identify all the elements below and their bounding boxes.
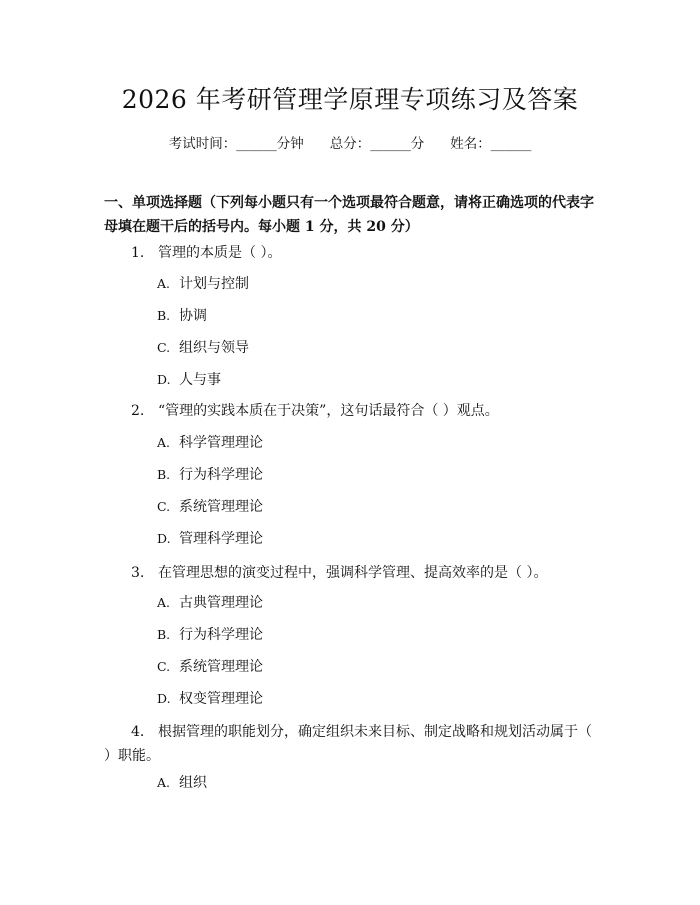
option-letter: A. bbox=[157, 276, 171, 291]
question-number: 4. bbox=[131, 724, 145, 740]
exam-meta bbox=[0, 132, 700, 152]
exam-score: 总分：______分 bbox=[329, 136, 425, 152]
question-number: 2. bbox=[131, 403, 145, 419]
option-text: 行为科学理论 bbox=[179, 627, 263, 643]
option-item bbox=[157, 657, 263, 677]
option-text: 权变管理理论 bbox=[179, 691, 263, 707]
option-text: 行为科学理论 bbox=[179, 467, 263, 483]
question-text: 管理的本质是（ ）。 bbox=[158, 245, 282, 261]
question-1 bbox=[131, 241, 601, 265]
option-item bbox=[157, 465, 263, 485]
option-text: 管理科学理论 bbox=[179, 531, 263, 547]
option-item bbox=[157, 497, 263, 517]
option-text: 人与事 bbox=[179, 372, 221, 388]
section-heading: 一、单项选择题（下列每小题只有一个选项最符合题意，请将正确选项的代表字母填在题干后的括号内。每小题 1 分，共 20 分） bbox=[104, 195, 594, 235]
exam-name: 姓名：______ bbox=[450, 136, 532, 152]
option-item bbox=[157, 338, 249, 358]
question-4 bbox=[104, 720, 594, 768]
option-text: 系统管理理论 bbox=[179, 499, 263, 515]
option-text: 组织 bbox=[179, 775, 207, 791]
question-2 bbox=[131, 399, 601, 423]
option-letter: B. bbox=[157, 467, 171, 482]
option-letter: C. bbox=[157, 340, 171, 355]
question-text: “管理的实践本质在于决策”，这句话最符合（ ）观点。 bbox=[158, 403, 499, 419]
option-letter: C. bbox=[157, 499, 171, 514]
option-letter: D. bbox=[157, 372, 171, 387]
question-number: 1. bbox=[131, 245, 145, 261]
option-text: 组织与领导 bbox=[179, 340, 249, 356]
option-letter: D. bbox=[157, 691, 171, 706]
option-item bbox=[157, 370, 221, 390]
option-letter: C. bbox=[157, 659, 171, 674]
option-text: 协调 bbox=[179, 308, 207, 324]
option-text: 科学管理理论 bbox=[179, 435, 263, 451]
exam-time: 考试时间：______分钟 bbox=[168, 136, 304, 152]
option-item bbox=[157, 689, 263, 709]
option-letter: A. bbox=[157, 775, 171, 790]
question-text: 根据管理的职能划分，确定组织未来目标、制定战略和规划活动属于（ ）职能。 bbox=[104, 724, 592, 764]
question-number: 3. bbox=[131, 565, 145, 581]
option-item bbox=[157, 529, 263, 549]
question-3 bbox=[131, 561, 601, 585]
option-letter: B. bbox=[157, 308, 171, 323]
option-item bbox=[157, 433, 263, 453]
option-item bbox=[157, 306, 207, 326]
option-item bbox=[157, 274, 249, 294]
option-text: 古典管理理论 bbox=[179, 595, 263, 611]
option-letter: D. bbox=[157, 531, 171, 546]
option-item bbox=[157, 773, 207, 793]
option-item bbox=[157, 625, 263, 645]
question-text: 在管理思想的演变过程中，强调科学管理、提高效率的是（ ）。 bbox=[158, 565, 548, 581]
option-text: 计划与控制 bbox=[179, 276, 249, 292]
option-letter: B. bbox=[157, 627, 171, 642]
option-letter: A. bbox=[157, 595, 171, 610]
option-letter: A. bbox=[157, 435, 171, 450]
option-item bbox=[157, 593, 263, 613]
option-text: 系统管理理论 bbox=[179, 659, 263, 675]
page-title: 2026 年考研管理学原理专项练习及答案 bbox=[121, 85, 579, 114]
